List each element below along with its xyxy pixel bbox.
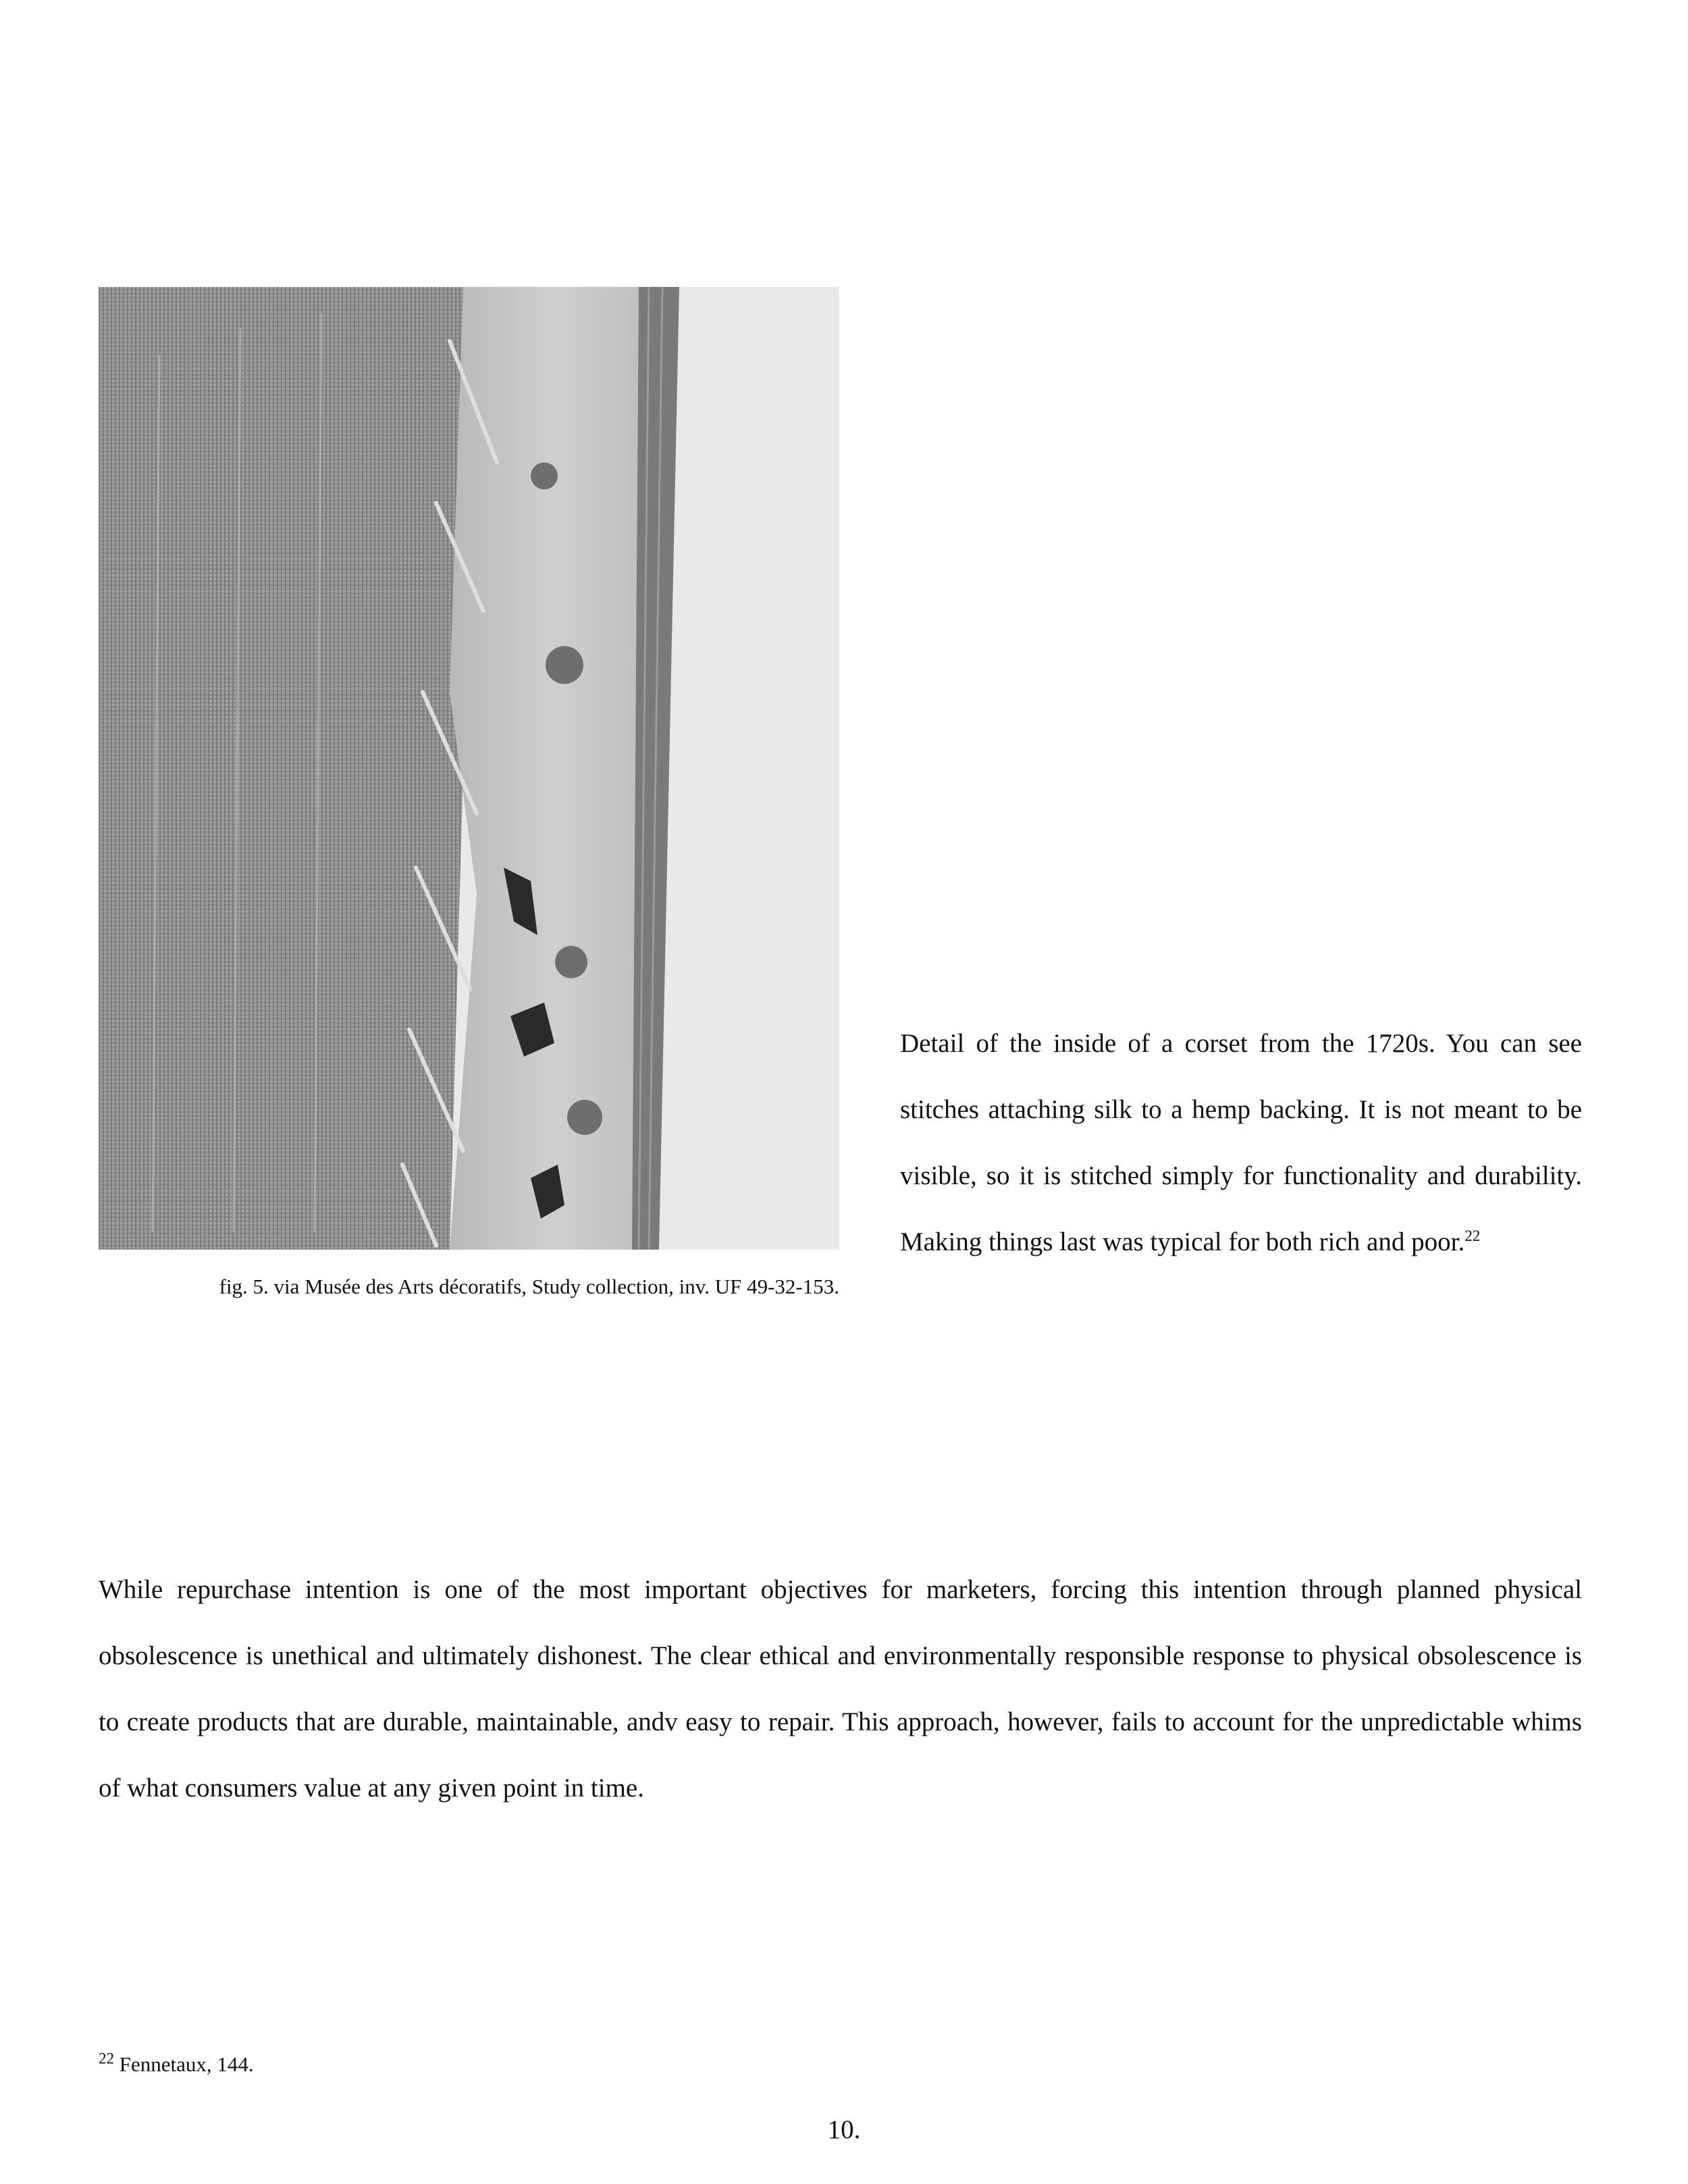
body-paragraph (99, 1557, 1582, 1821)
corset-photo-illustration (99, 287, 839, 1250)
footnote-text: Fennetaux, 144. (114, 2052, 254, 2076)
page-number: 10. (827, 2115, 861, 2144)
footnote (99, 2050, 254, 2079)
corset-detail-photo (99, 287, 839, 1250)
figure-description (900, 1011, 1582, 1275)
figure-caption: fig. 5. via Musée des Arts décoratifs, Study collection, inv. UF 49-32-153. (219, 1275, 839, 1298)
body-paragraph-text: While repurchase intention is one of the most important objectives for marketers, forcing this intention through planned physical obsolescence is unethical and ultimately dishonest. The clear ethical and environmentally responsible response to physical obsolescence is to create products that are durable, maintainable, andv easy to repair. This approach, however, fails to account for the unpredictable whims of what consumers value at any given point in time. (99, 1575, 1582, 1803)
footnote-reference: 22 (1465, 1227, 1481, 1244)
footnote-number: 22 (99, 2050, 114, 2067)
figure-description-text: Detail of the inside of a corset from the 1720s. You can see stitches attaching silk to a hemp backing. It is not meant to be visible, so it is stitched simply for functionality and durability. Making things last was typical for both rich and poor. (900, 1029, 1582, 1256)
